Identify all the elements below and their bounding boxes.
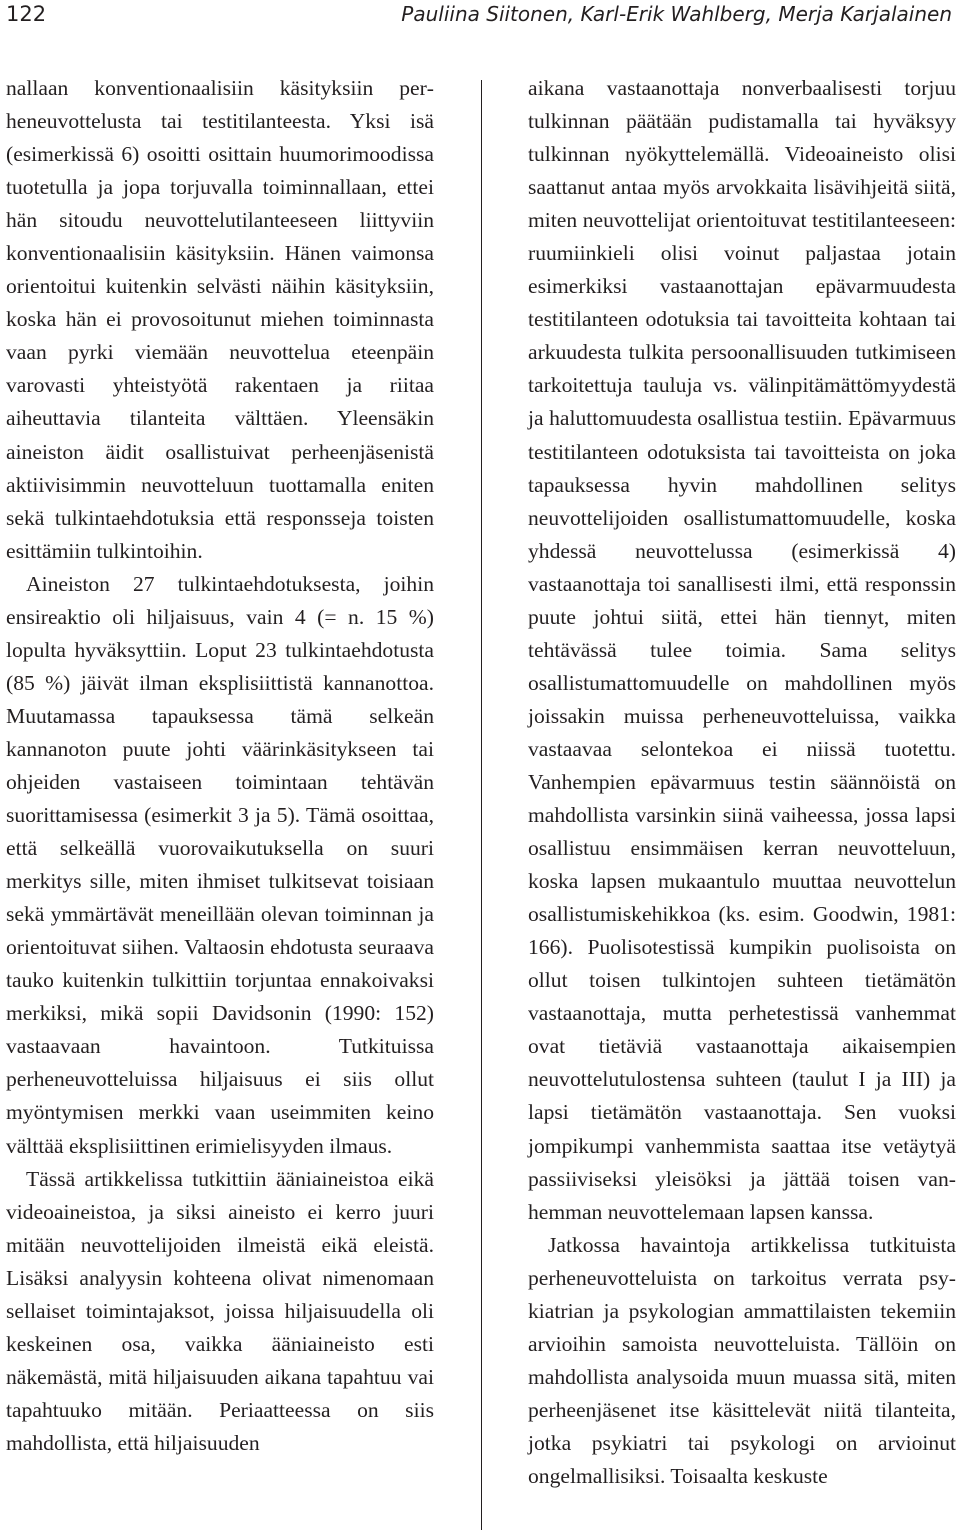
page-number: 122 bbox=[6, 2, 47, 26]
paragraph: Tässä artikkelissa tutkittiin ääniaineistoa eikä videoaineistoa, ja siksi aineisto ei kerro juuri mitään neuvottelijoiden ilmeistä eikä eleistä. Lisäksi analyysin kohteena olivat nimenomaan sellaiset toimintajaksot, joissa hiljaisuudella oli keskeinen osa, vaikka ääniaineisto esti näkemästä, mitä hiljaisuuden aikana tapahtuu vai tapahtuuko mitään. Periaatteessa on siis mahdollista, että hiljaisuuden bbox=[6, 1166, 434, 1455]
right-column bbox=[528, 72, 956, 1493]
paragraph: Aineiston 27 tulkintaehdotuksesta, joihin ensireaktio oli hiljaisuus, vain 4 (= n. 15 %) lopulta hyväksyttiin. Loput 23 tulkintaehdotusta (85 %) jäivät ilman eksplisiittistä kannanottoa. Muutamassa tapauksessa tämä selkeän kannanoton puute johti väärinkäsitykseen tai ohjeiden vastaiseen toimintaan tehtävän suorittamisessa (esimerkit 3 ja 5). Tämä osoittaa, että selkeällä vuorovaikutuksella on suuri merkitys sille, miten ihmiset tulkitsevat toisiaan sekä ymmärtävät meneillään olevan toiminnan ja orientoituvat siihen. Valtaosin ehdotusta seuraava tauko kuitenkin tulkittiin torjuntaa ennakoivaksi merkiksi, mikä sopii Davidsonin (1990: 152) vastaavaan havaintoon. Tutkituissa perheneuvotteluissa hiljaisuus ei siis ollut myöntymisen merkki vaan useimmiten keino välttää eksplisiittinen erimielisyyden ilmaus. bbox=[6, 571, 434, 1158]
paragraph: aikana vastaanottaja nonverbaalisesti torjuu tulkinnan päätään pudistamalla tai hyväksyy tulkinnan nyökyttelemällä. Videoaineisto olisi saattanut antaa myös arvokkaita lisävihjeitä siitä, miten neuvottelijat orientoituvat testitilanteeseen: ruumiinkieli olisi voinut paljastaa jotain esimerkiksi vastaanottajan epävarmuudesta testitilanteen odotuksia tai tavoitteita kohtaan tai arkuudesta tulkita persoonallisuuden tutkimiseen tarkoitettuja tauluja vs. välinpitämättömyydestä ja haluttomuudesta osallistua testiin. Epävarmuus testitilanteen odotuksista tai tavoitteista on joka tapauksessa hyvin mahdollinen selitys neuvottelijoiden osallistumattomuudelle, koska yhdessä neuvottelussa (esimerkissä 4) vastaanottaja toi sanallisesti ilmi, että responssin puute johtui siitä, ettei hän tiennyt, miten tehtävässä tulee toimia. Sama selitys osallistumattomuudelle on mahdollinen myös joissakin muissa perheneuvotteluissa, vaikka vastaavaa selontekoa ei niissä tuotettu. Vanhempien epävarmuus testin säännöistä on mahdollista varsinkin siinä vaiheessa, jossa lapsi osallistuu ensimmäisen kerran neuvotteluun, koska lapsen mukaantulo muuttaa neuvottelun osallistumiskehikkoa (ks. esim. Goodwin, 1981: 166). Puolisotestissä kumpikin puolisoista on ollut toisen tulkintojen suhteen tietämätön vastaanottaja, mutta perhetestissä vanhemmat ovat tietäviä vastaanottaja aikaisempien neuvottelutulostensa suhteen (taulut I ja III) ja lapsi tietämätön vastaanottaja. Sen vuoksi jompikumpi vanhemmista saattaa itse vetäytyä passiiviseksi yleisöksi ja jättää toisen vanhemman neuvottelemaan lapsen kanssa. bbox=[528, 76, 956, 1224]
left-column bbox=[6, 72, 434, 1460]
page-header bbox=[0, 0, 960, 40]
running-head-authors: Pauliina Siitonen, Karl-Erik Wahlberg, Merja Karjalainen bbox=[401, 2, 952, 26]
paragraph: Jatkossa havaintoja artikkelissa tutkituista perheneuvotteluista on tarkoitus verrata psykiatrian ja psykologian ammattilaisten tekemiin arvioihin samoista neuvotteluista. Tällöin on mahdollista analysoida muun muassa sitä, miten perheenjäsenet itse käsittelevät niitä tilanteita, jotka psykiatri tai psykologi on arvioinut ongelmallisiksi. Toisaalta keskuste bbox=[528, 1232, 956, 1488]
column-divider bbox=[481, 80, 482, 1530]
paragraph: nallaan konventionaalisiin käsityksiin perheneuvottelusta tai testitilanteesta. Yksi isä (esimerkissä 6) osoitti osittain huumorimoodissa tuotetulla ja jopa torjuvalla toiminnallaan, ettei hän sitoudu neuvottelutilanteeseen liittyviin konventionaalisiin käsityksiin. Hänen vaimonsa orientoitui kuitenkin selvästi näihin käsityksiin, koska hän ei provosoitunut miehen toiminnasta vaan pyrki viemään neuvottelua eteenpäin varovasti yhteistyötä rakentaen ja riitaa aiheuttavia tilanteita välttäen. Yleensäkin aineiston äidit osallistuivat perheenjäsenistä aktiivisimmin neuvotteluun tuottamalla eniten sekä tulkintaehdotuksia että responsseja toisten esittämiin tulkintoihin. bbox=[6, 76, 434, 563]
